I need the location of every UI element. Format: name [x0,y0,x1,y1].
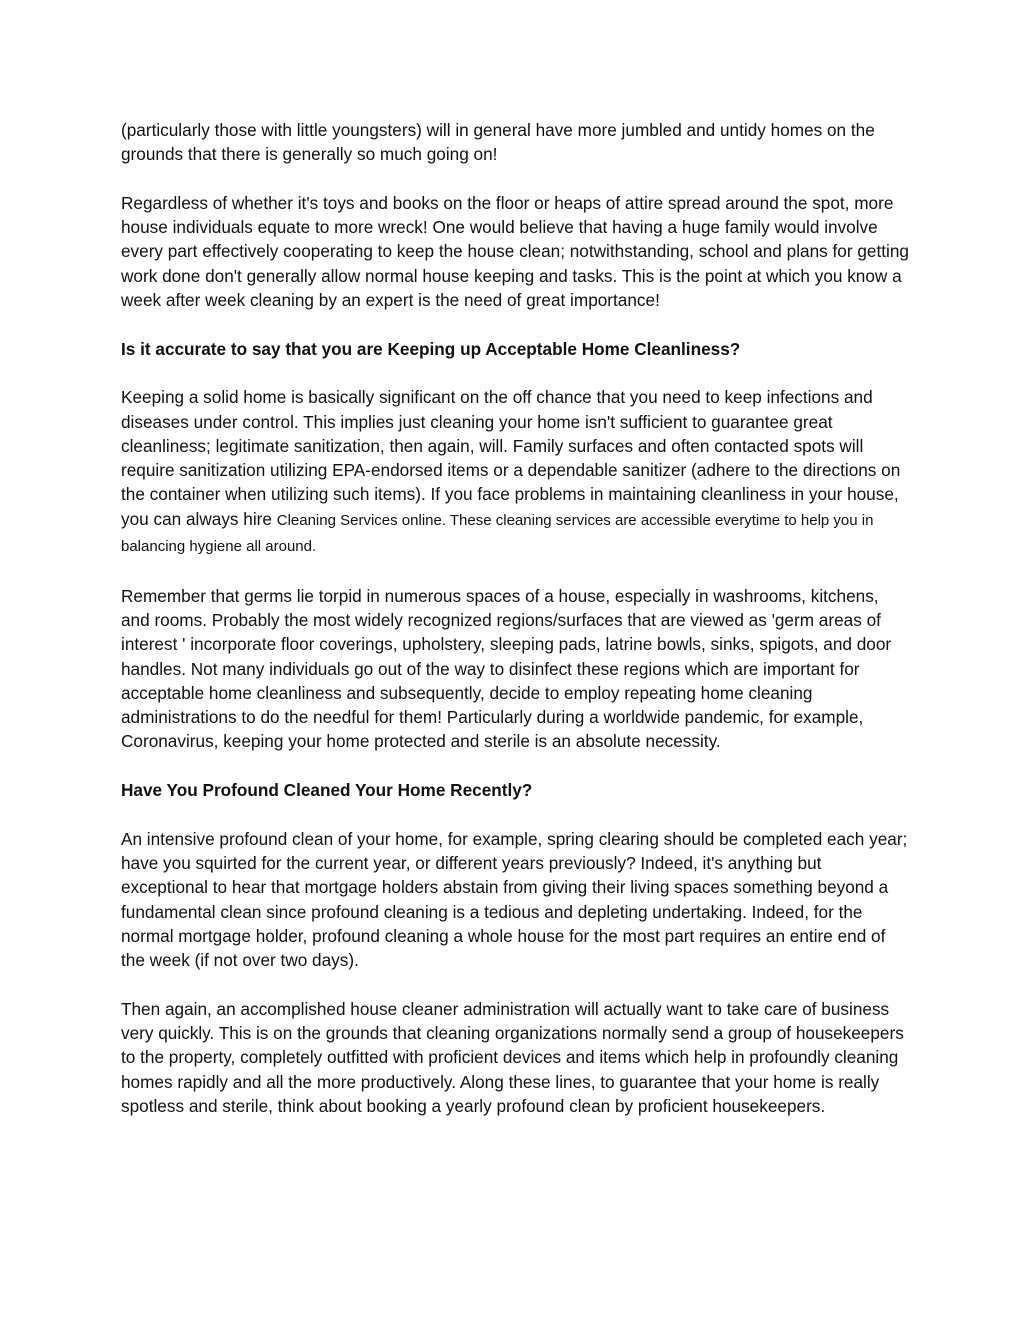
document-page [121,118,911,1142]
paragraph-professional-cleaners: Then again, an accomplished house cleaner administration will actually want to take care of business very quickly. This is on the grounds that cleaning organizations normally send a group of housekeepers to the property, completely outfitted with proficient devices and items which help in profoundly cleaning homes rapidly and all the more productively. Along these lines, to guarantee that your home is really spotless and sterile, think about booking a yearly profound clean by proficient housekeepers. [121,998,904,1116]
cleaning-services-mention: Cleaning Services online. These cleaning services are accessible everytime to help you in balancing hygiene all around. [121,511,874,556]
paragraph-germs: Remember that germs lie torpid in numerous spaces of a house, especially in washrooms, kitchens, and rooms. Probably the most widely recognized regions/surfaces that are viewed as 'germ areas of interest ' incorporate floor coverings, upholstery, sleeping pads, latrine bowls, sinks, spigots, and door handles. Not many individuals go out of the way to disinfect these regions which are important for acceptable home cleanliness and subsequently, decide to employ repeating home cleaning administrations to do the needful for them! Particularly during a worldwide pandemic, for example, Coronavirus, keeping your home protected and sterile is an absolute necessity. [121,585,892,752]
heading-profound-clean: Have You Profound Cleaned Your Home Recently? [121,780,533,801]
paragraph-sanitization-text: Keeping a solid home is basically significant on the off chance that you need to keep infections and diseases under control. This implies just cleaning your home isn't sufficient to guarantee great cleanliness; legitimate sanitization, then again, will. Family surfaces and often contacted spots will require sanitization utilizing EPA-endorsed items or a dependable sanitizer (adhere to the directions on the container when utilizing such items). If you face problems in maintaining cleanliness in your house, you can always hire [121,387,901,529]
heading-home-cleanliness: Is it accurate to say that you are Keeping up Acceptable Home Cleanliness? [121,338,741,359]
paragraph-family-mess: Regardless of whether it's toys and books on the floor or heaps of attire spread around the spot, more house individuals equate to more wreck! One would believe that having a huge family would involve every part effectively cooperating to keep the house clean; notwithstanding, school and plans for getting work done don't generally allow normal house keeping and tasks. This is the point at which you know a week after week cleaning by an expert is the need of great importance! [121,192,909,311]
paragraph-sanitization [121,385,911,559]
paragraph-deep-cleaning: An intensive profound clean of your home, for example, spring clearing should be completed each year; have you squirted for the current year, or different years previously? Indeed, it's anything but exceptional to hear that mortgage holders abstain from giving their living spaces something beyond a fundamental clean since profound cleaning is a tedious and depleting undertaking. Indeed, for the normal mortgage holder, profound cleaning a whole house for the most part requires an entire end of the week (if not over two days). [121,828,908,971]
paragraph-intro-continuation: (particularly those with little youngsters) will in general have more jumbled and untidy homes on the grounds that there is generally so much going on! [121,120,875,165]
